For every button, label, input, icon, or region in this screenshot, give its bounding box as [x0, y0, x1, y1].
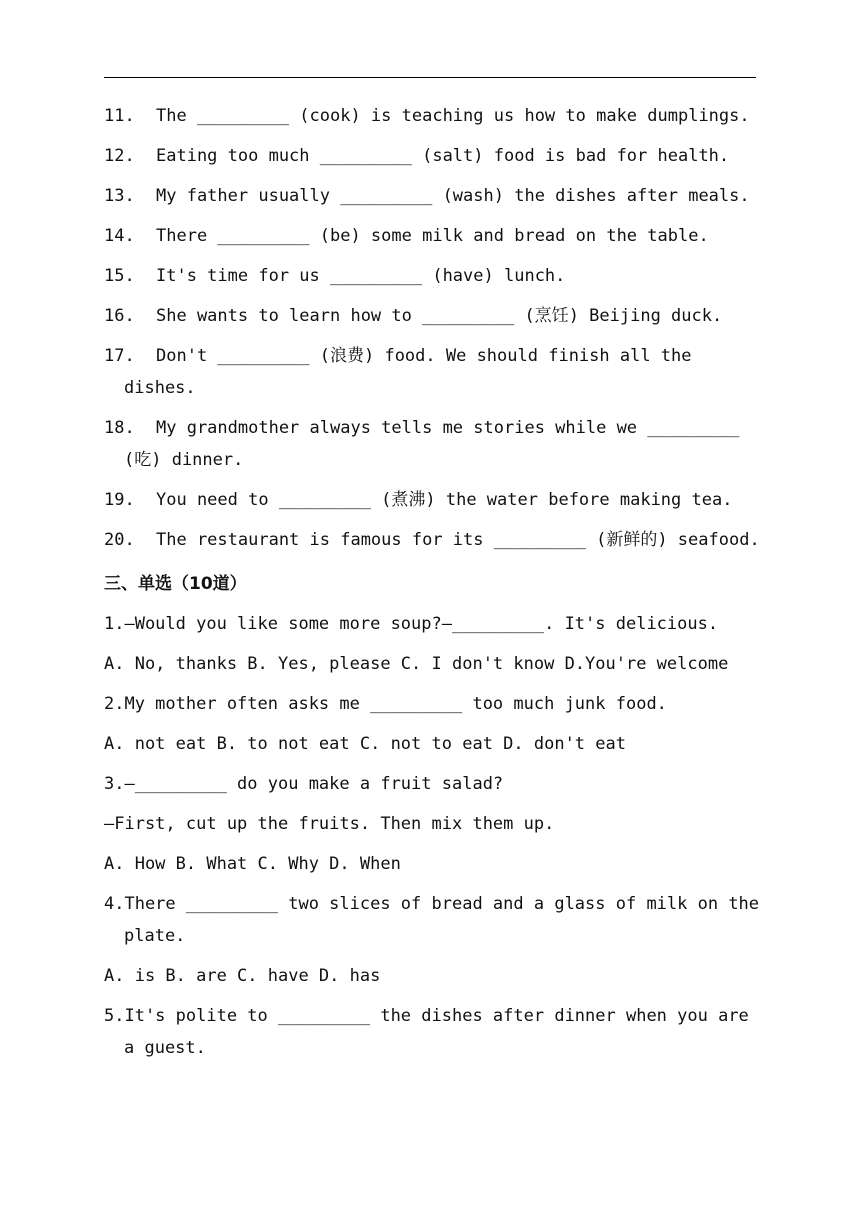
question-number: 15. [104, 266, 135, 286]
section-title: 三、单选（10道） [104, 574, 247, 594]
mc-question-5 [104, 1000, 764, 1064]
question-text: My grandmother always tells me stories while we _________ [156, 418, 740, 438]
question-19 [104, 484, 764, 516]
question-number: 19. [104, 490, 135, 510]
mc-question-text: 5.It's polite to _________ the dishes after dinner when you are [104, 1006, 749, 1026]
mc-options-3: A. How B. What C. Why D. When [104, 854, 401, 874]
question-number: 12. [104, 146, 135, 166]
question-17 [104, 340, 764, 404]
question-number: 13. [104, 186, 135, 206]
question-text: There _________ (be) some milk and bread on the table. [156, 226, 709, 246]
mc-question-4 [104, 888, 764, 952]
question-11 [104, 100, 764, 132]
question-text: Eating too much _________ (salt) food is bad for health. [156, 146, 730, 166]
question-number: 14. [104, 226, 135, 246]
question-number: 18. [104, 418, 135, 438]
question-text: My father usually _________ (wash) the dishes after meals. [156, 186, 750, 206]
mc-question-2: 2.My mother often asks me _________ too much junk food. [104, 694, 667, 714]
header-rule [104, 77, 756, 78]
question-14 [104, 220, 764, 252]
question-text: Don't _________ (浪费) food. We should finish all the [156, 346, 692, 366]
question-text: It's time for us _________ (have) lunch. [156, 266, 566, 286]
question-20 [104, 524, 764, 556]
mc-question-3-reply: —First, cut up the fruits. Then mix them up. [104, 814, 555, 834]
mc-question-text-continued: a guest. [124, 1038, 206, 1058]
question-text: The restaurant is famous for its _________ (新鲜的) seafood. [156, 530, 760, 550]
question-text: She wants to learn how to _________ (烹饪) Beijing duck. [156, 306, 723, 326]
question-12 [104, 140, 764, 172]
question-15 [104, 260, 764, 292]
worksheet-content [104, 100, 764, 1072]
mc-question-3: 3.—_________ do you make a fruit salad? [104, 774, 504, 794]
question-number: 16. [104, 306, 135, 326]
mc-question-text-continued: plate. [124, 926, 186, 946]
question-number: 11. [104, 106, 135, 126]
mc-options-4: A. is B. are C. have D. has [104, 966, 381, 986]
question-16 [104, 300, 764, 332]
mc-options-2: A. not eat B. to not eat C. not to eat D. don't eat [104, 734, 626, 754]
question-text-continued: dishes. [124, 378, 196, 398]
question-text: You need to _________ (煮沸) the water before making tea. [156, 490, 733, 510]
question-text-continued: (吃) dinner. [124, 450, 244, 470]
question-number: 20. [104, 530, 135, 550]
question-13 [104, 180, 764, 212]
question-text: The _________ (cook) is teaching us how to make dumplings. [156, 106, 750, 126]
mc-question-text: 4.There _________ two slices of bread and a glass of milk on the [104, 894, 760, 914]
mc-question-1: 1.—Would you like some more soup?—_________. It's delicious. [104, 614, 719, 634]
question-number: 17. [104, 346, 135, 366]
mc-options-1: A. No, thanks B. Yes, please C. I don't know D.You're welcome [104, 654, 729, 674]
question-18 [104, 412, 764, 476]
